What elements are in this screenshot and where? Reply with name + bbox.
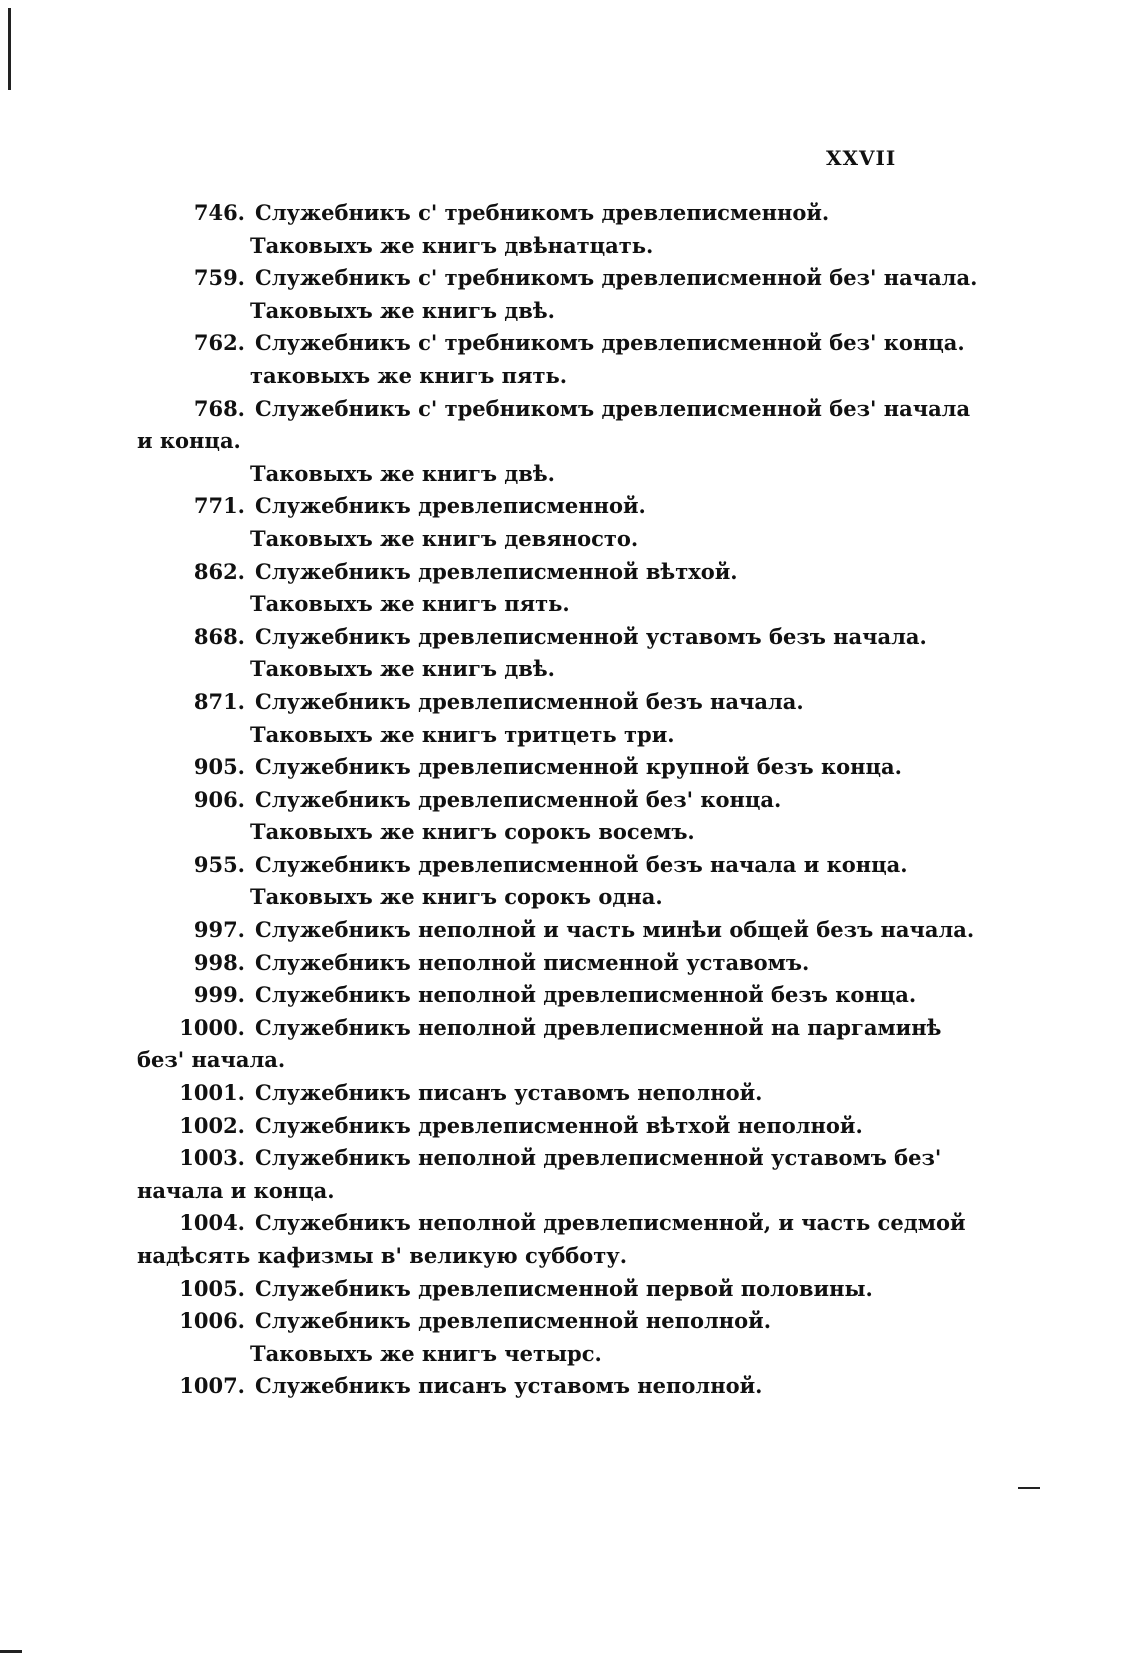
entry-sub-line: [0, 653, 1140, 686]
page-number: XXVII: [826, 146, 897, 170]
entry-subtext: Таковыхъ же книгъ пять.: [250, 591, 570, 617]
list-item: [0, 1305, 1140, 1338]
entry-number: 1004.: [179, 1210, 245, 1236]
list-item: [0, 849, 1140, 882]
list-item: [0, 393, 1140, 426]
entry-sub-line: [0, 588, 1140, 621]
entry-sub-line: [0, 458, 1140, 491]
entry-subtext: Таковыхъ же книгъ двѣ.: [250, 297, 555, 323]
list-item: [0, 979, 1140, 1012]
list-item: [0, 1207, 1140, 1240]
entry-text: Служебникъ писанъ уставомъ неполной.: [255, 1373, 763, 1399]
list-item: [0, 947, 1140, 980]
entry-number: 998.: [193, 949, 245, 975]
list-item: [0, 327, 1140, 360]
entry-number: 906.: [193, 786, 245, 812]
list-item: [0, 621, 1140, 654]
entry-text: Служебникъ неполной древлеписменной уставомъ без': [255, 1145, 942, 1171]
entry-number: 905.: [193, 754, 245, 780]
entry-continuation-text: надѣсять кафизмы в' великую субботу.: [137, 1243, 628, 1268]
list-item: [0, 1077, 1140, 1110]
entry-text: Служебникъ древлеписменной безъ начала и конца.: [255, 851, 908, 877]
entry-sub-line: [0, 360, 1140, 393]
entry-subtext: Таковыхъ же книгъ двѣ.: [250, 460, 555, 486]
entry-subtext: Таковыхъ же книгъ девяносто.: [250, 525, 639, 551]
entry-number: 1003.: [179, 1145, 245, 1171]
entry-number: 871.: [193, 688, 245, 714]
entry-number: 768.: [193, 395, 245, 421]
entry-text: Служебникъ древлеписменной вѣтхой.: [255, 558, 738, 584]
entry-text: Служебникъ древлеписменной вѣтхой неполной.: [255, 1112, 863, 1138]
list-item: [0, 784, 1140, 817]
entry-number: 771.: [193, 493, 245, 519]
entry-number: 999.: [193, 982, 245, 1008]
entry-number: 746.: [193, 200, 245, 225]
list-item: [0, 1142, 1140, 1175]
entry-subtext: Таковыхъ же книгъ сорокъ восемъ.: [250, 819, 695, 845]
list-item: [0, 490, 1140, 523]
entry-continuation-text: и конца.: [137, 428, 241, 454]
entry-number: 1000.: [179, 1014, 245, 1040]
entry-text: Служебникъ с' требникомъ древлеписменной без' конца.: [255, 330, 965, 356]
entry-sub-line: [0, 295, 1140, 328]
entry-continuation-text: начала и конца.: [137, 1177, 335, 1203]
entry-sub-line: [0, 523, 1140, 556]
inventory-list: [0, 197, 1140, 1403]
entry-text: Служебникъ писанъ уставомъ неполной.: [255, 1080, 763, 1106]
entry-continuation: [0, 425, 1140, 458]
scan-edge-mark-bottom-right: [1018, 1487, 1040, 1489]
entry-number: 762.: [193, 330, 245, 356]
list-item: [0, 1110, 1140, 1143]
entry-text: Служебникъ древлеписменной крупной безъ конца.: [255, 754, 902, 780]
entry-sub-line: [0, 230, 1140, 263]
entry-text: Служебникъ неполной древлеписменной безъ конца.: [255, 982, 917, 1008]
list-item: [0, 914, 1140, 947]
entry-text: Служебникъ древлеписменной без' конца.: [255, 786, 782, 812]
entry-text: Служебникъ неполной древлеписменной, и часть седмой: [255, 1210, 966, 1236]
entry-text: Служебникъ неполной и часть минѣи общей безъ начала.: [255, 917, 975, 943]
entry-text: Служебникъ древлеписменной.: [255, 493, 646, 519]
entry-text: Служебникъ древлеписменной безъ начала.: [255, 688, 804, 714]
entry-number: 955.: [193, 851, 245, 877]
entry-subtext: Таковыхъ же книгъ сорокъ одна.: [250, 884, 663, 910]
entry-text: Служебникъ древлеписменной уставомъ безъ начала.: [255, 623, 927, 649]
entry-subtext: Таковыхъ же книгъ двѣ.: [250, 656, 555, 682]
entry-text: Служебникъ неполной писменной уставомъ.: [255, 949, 810, 975]
entry-text: Служебникъ древлеписменной первой половины.: [255, 1275, 873, 1301]
list-item: [0, 556, 1140, 589]
entry-number: 1006.: [179, 1308, 245, 1334]
entry-number: 862.: [193, 558, 245, 584]
entry-continuation: [0, 1175, 1140, 1208]
list-item: [0, 1012, 1140, 1045]
entry-text: Служебникъ с' требникомъ древлеписменной.: [255, 200, 830, 225]
scan-edge-mark-bottom-left: [0, 1650, 22, 1653]
entry-sub-line: [0, 1338, 1140, 1371]
list-item: [0, 262, 1140, 295]
entry-continuation: [0, 1240, 1140, 1273]
entry-number: 1007.: [179, 1373, 245, 1399]
entry-number: 1005.: [179, 1275, 245, 1301]
entry-text: Служебникъ с' требникомъ древлеписменной без' начала.: [255, 265, 978, 291]
entry-sub-line: [0, 881, 1140, 914]
entry-sub-line: [0, 816, 1140, 849]
entry-number: 1001.: [179, 1080, 245, 1106]
entry-number: 1002.: [179, 1112, 245, 1138]
entry-text: Служебникъ неполной древлеписменной на паргаминѣ: [255, 1014, 942, 1040]
entry-text: Служебникъ с' требникомъ древлеписменной без' начала: [255, 395, 971, 421]
list-item: [0, 751, 1140, 784]
entry-number: 997.: [193, 917, 245, 943]
entry-continuation: [0, 1044, 1140, 1077]
scan-edge-mark-left: [8, 8, 11, 90]
entry-sub-line: [0, 719, 1140, 752]
list-item: [0, 197, 1140, 230]
entry-number: 759.: [193, 265, 245, 291]
entry-number: 868.: [193, 623, 245, 649]
entry-subtext: Таковыхъ же книгъ двѣнатцать.: [250, 232, 654, 258]
entry-subtext: Таковыхъ же книгъ четырс.: [250, 1340, 602, 1366]
list-item: [0, 686, 1140, 719]
list-item: [0, 1370, 1140, 1403]
entry-subtext: таковыхъ же книгъ пять.: [250, 362, 568, 388]
entry-subtext: Таковыхъ же книгъ тритцеть три.: [250, 721, 675, 747]
entry-text: Служебникъ древлеписменной неполной.: [255, 1308, 772, 1334]
entry-continuation-text: без' начала.: [137, 1047, 286, 1073]
list-item: [0, 1273, 1140, 1306]
